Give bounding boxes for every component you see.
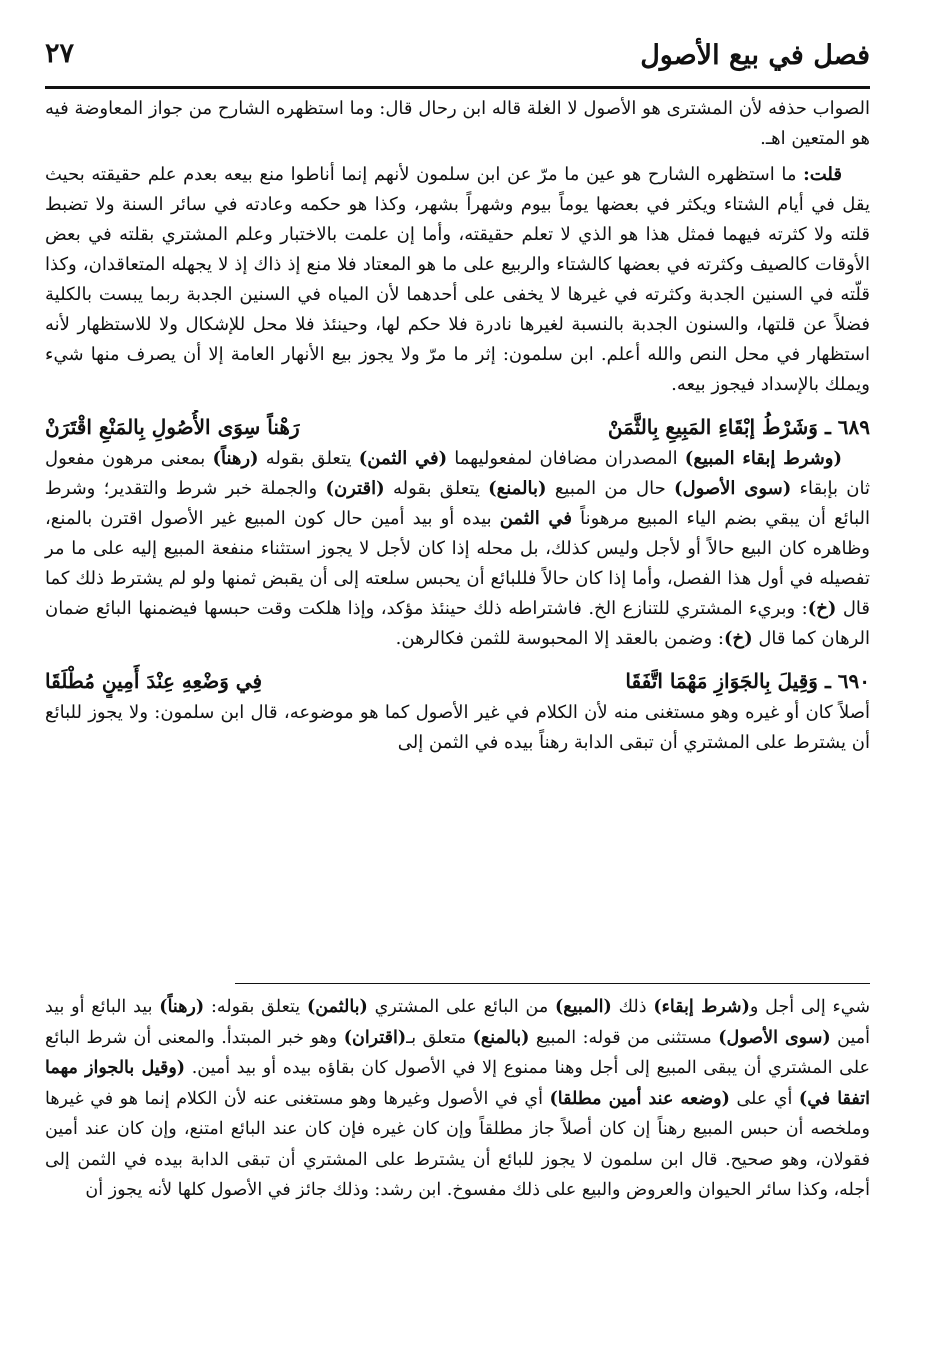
paragraph-text: ما استظهره الشارح هو عين ما مرّ عن ابن سلمون لأنهم إنما أناطوا منع بيعه بعدم علم حقيقته بحيث يقل في أيام الشتاء ويكثر في بعضها يوماً بيوم وشهراً بشهر، وكذا هو حكمه وعادته في سائر السنة ولا تضبط قلته ولا كثرته فيهما فمثل هذا هو الذي لا تعلم حقيقته، وأما إن علمت بالاختبار وعلم المشتري بقلته في بعض الأوقات كالصيف وكثرته في بعضها كالشتاء والربيع على ما هو المعتاد فلا منع إذ ذاك إذ لا يجهله المتعاقدان، وكذا قلّته في السنين الجدبة وكثرته في غيرها لا يخفى على أحدهما لأن المياه في السنين الجدبة ربما يبست بالكلية فضلاً عن قلتها، والسنون الجدبة بالنسبة لغيرها نادرة فلا حكم لها، وحينئذ فلا محل للإشكال ولا للاستظهار لأنه استظهار في محل النص والله أعلم. ابن سلمون: إثر ما مرّ ولا يجوز بيع الأنهار العامة إلا أن يصرف منها شيء ويملك بالإسداد فيجوز بيعه. — [45, 164, 870, 395]
page-number: ٢٧ — [45, 38, 75, 69]
chapter-title: فصل في بيع الأصول — [640, 40, 870, 71]
verse-hemistich-second: فِي وَضْعِهِ عِنْدَ أَمِينٍ مُطْلَقَا — [45, 669, 263, 693]
verse-number: ٦٨٩ ـ — [824, 415, 870, 439]
header-divider — [45, 86, 870, 89]
footnotes — [45, 992, 870, 1206]
verse-hemistich-second: رَهْناً سِوَى الأُصُولِ بِالمَنْعِ اقْتَرَنْ — [45, 415, 300, 439]
running-header — [45, 36, 870, 84]
paragraph: الصواب حذفه لأن المشترى هو الأصول لا الغلة قاله ابن رحال قال: وما استظهره الشارح من جواز المعاوضة فيه هو المتعين اهـ. — [45, 98, 870, 149]
verse-hemistich-first: وَقِيلَ بِالجَوَازِ مَهْمَا اتَّفَقَا — [625, 669, 818, 693]
footnote-divider — [235, 983, 870, 984]
verse-number: ٦٩٠ ـ — [824, 669, 870, 693]
verse-689 — [45, 410, 870, 444]
commentary-690: أصلاً كان أو غيره وهو مستغنى منه لأن الكلام في غير الأصول كما هو موضوعه، قال ابن سلمون: ولا يجوز للبائع أن يشترط على المشتري أن تبقى الدابة رهناً بيده في الثمن إلى — [45, 702, 870, 753]
paragraph — [45, 160, 870, 400]
commentary-689: (وشرط إبقاء المبيع) المصدران مضافان لمفعوليهما (في الثمن) يتعلق بقوله (رهناً) بمعنى مرهون مفعول ثان بإبقاء (سوى الأصول) حال من المبيع (بالمنع) يتعلق بقوله (اقترن) والجملة خبر شرط والتقدير؛ وشرط البائع أن يبقي بضم الياء المبيع مرهوناً في الثمن بيده أو بيد أمين حال كون المبيع غير الأصول اقترن بالمنع، وظاهره كان البيع حالاً أو لأجل وليس كذلك، بل محله إذا كان لأجل لا يجوز استثناء منفعة المبيع إليه على ما مر تفصيله في أول هذا الفصل، وأما إذا كان حالاً فللبائع أن يحبس سلعته إلى أن يقبض ثمنها ولو لم يشترط ذلك كما قال (خ): وبريء المشتري للتنازع الخ. فاشتراطه ذلك حينئذ مؤكد، وإذا هلكت وقت حبسها فيضمنها البائع ضمان الرهان كما قال (خ): وضمن بالعقد إلا المحبوسة للثمن فكالرهن. — [45, 448, 871, 649]
verse-690 — [45, 664, 870, 698]
verse-hemistich-first: وَشَرْطُ إبْقَاءِ المَبِيعِ بِالثَّمَنْ — [607, 415, 818, 439]
lead-word: قلت: — [803, 164, 842, 185]
footnote-text: شيء إلى أجل و(شرط إبقاء) ذلك (المبيع) من البائع على المشتري (بالثمن) يتعلق بقوله: (رهناً) بيد البائع أو بيد أمين (سوى الأصول) مستثنى من قوله: المبيع (بالمنع) متعلق بـ(اقتران) وهو خبر المبتدأ. والمعنى أن شرط البائع على المشتري أن يبقى المبيع إلى أجل وهنا ممنوع إلا في الأصول كان بقاؤه بيده أو بيد أمين. (وقيل بالجواز مهما اتفقا في) أي على (وضعه عند أمين مطلقا) أي في الأصول وغيرها وهو مستغنى عنه لأن الكلام إنما هو في غيرها وملخصه أن حبس المبيع رهناً إن كان أصلاً جاز مطلقاً وإن كان غيره فإن كان عند البائع امتنع، وإن كان عند أمين فقولان، وهو صحيح. قال ابن سلمون لا يجوز للبائع أن يشترط على المشتري أن تبقى الدابة بيده في الثمن إلى أجله، وكذا سائر الحيوان والعروض والبيع على ذلك مفسوخ. ابن رشد: وذلك جائز في الأصول كلها لأنه يجوز أن — [45, 997, 871, 1200]
main-text — [45, 94, 870, 758]
